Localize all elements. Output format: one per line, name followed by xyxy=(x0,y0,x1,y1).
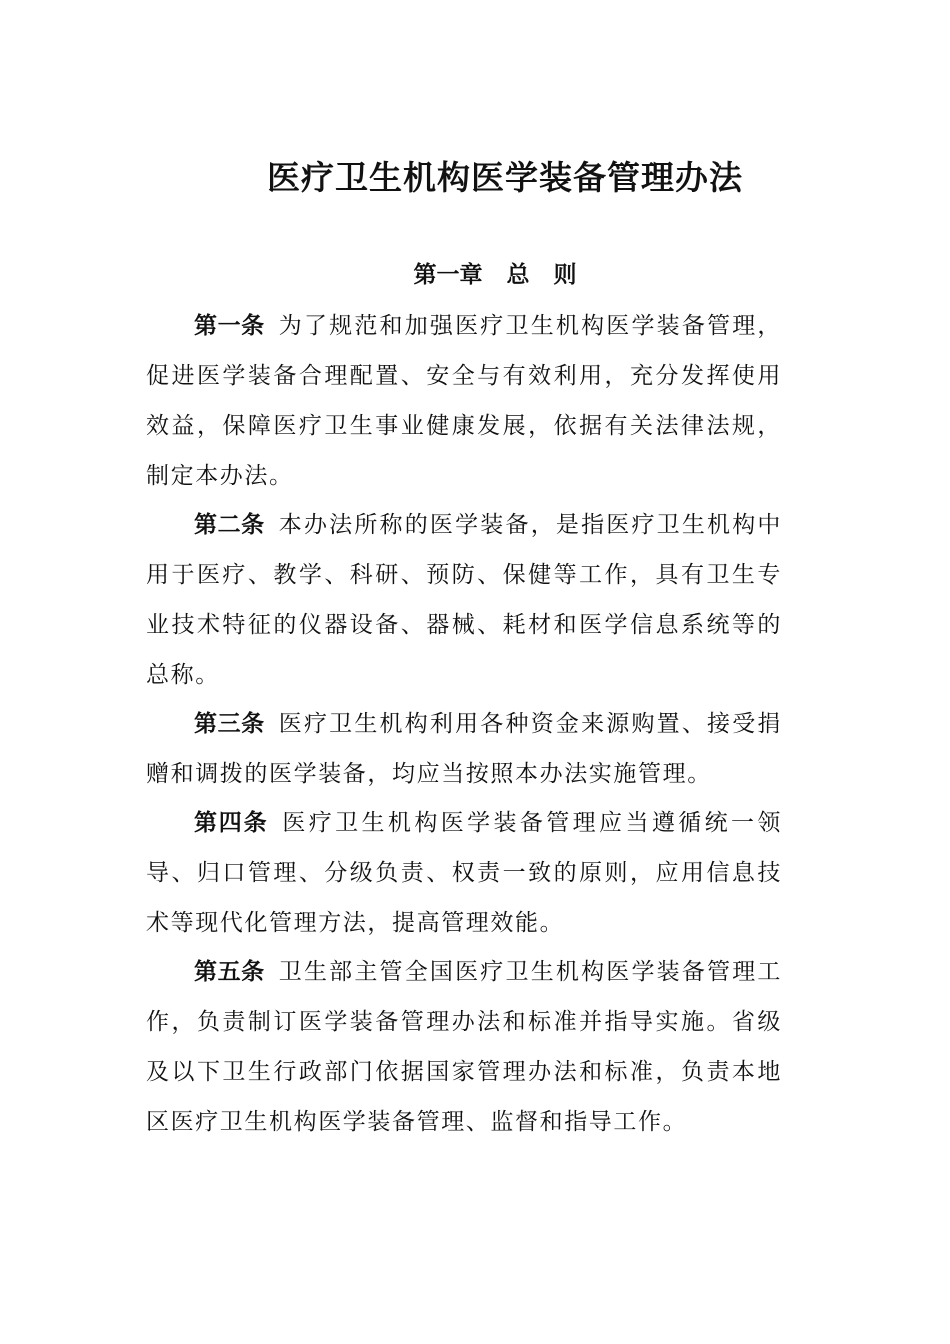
article-3-label: 第三条 xyxy=(194,711,265,737)
article-5-text: 卫生部主管全国医疗卫生机构医学装备管理工作，负责制订医学装备管理办法和标准并指导实施。省级及以下卫生行政部门依据国家管理办法和标准，负责本地区医疗卫生机构医学装备管理、监督和指导工作。 xyxy=(146,959,783,1135)
article-1-label: 第一条 xyxy=(194,313,265,339)
chapter-heading: 第一章 总 则 xyxy=(413,262,577,288)
article-5-label: 第五条 xyxy=(194,959,265,985)
article-2-text: 本办法所称的医学装备，是指医疗卫生机构中用于医疗、教学、科研、预防、保健等工作，具有卫生专业技术特征的仪器设备、器械、耗材和医学信息系统等的总称。 xyxy=(146,512,783,688)
article-2 xyxy=(146,500,782,700)
article-4-label: 第四条 xyxy=(194,810,269,836)
article-2-label: 第二条 xyxy=(194,512,265,538)
article-5 xyxy=(146,947,782,1147)
article-1 xyxy=(146,301,782,501)
article-4-text: 医疗卫生机构医学装备管理应当遵循统一领导、归口管理、分级负责、权责一致的原则，应用信息技术等现代化管理方法，提高管理效能。 xyxy=(146,810,782,936)
article-1-text: 为了规范和加强医疗卫生机构医学装备管理，促进医学装备合理配置、安全与有效利用，充分发挥使用效益，保障医疗卫生事业健康发展，依据有关法律法规，制定本办法。 xyxy=(146,313,783,489)
document-title: 医疗卫生机构医学装备管理办法 xyxy=(267,158,743,197)
article-4 xyxy=(146,798,782,948)
article-3-text: 医疗卫生机构利用各种资金来源购置、接受捐赠和调拨的医学装备，均应当按照本办法实施管理。 xyxy=(146,711,783,787)
article-3 xyxy=(146,699,782,799)
